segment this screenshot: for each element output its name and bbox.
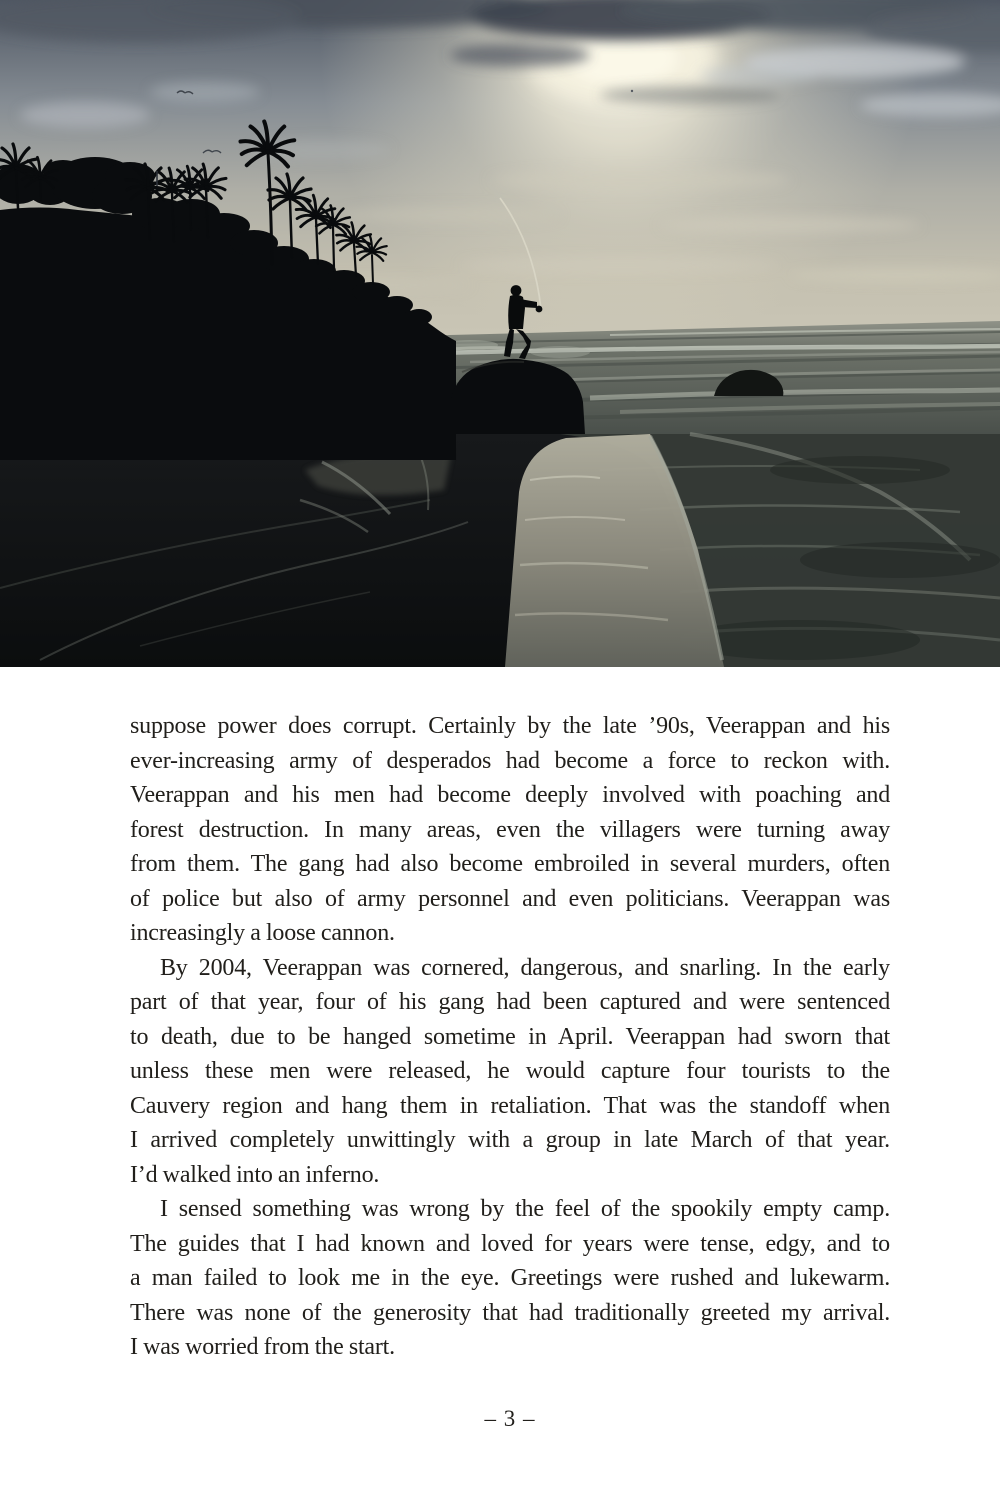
fishing-reel [536,306,543,313]
text-line: Veerappan and his men had become deeply involved with poaching and [130,782,890,808]
fisherman-head [511,285,522,296]
text-line: I arrived completely unwittingly with a group in late March of that year. [130,1127,890,1153]
bird-icon [631,90,633,92]
text-line: suppose power does corrupt. Certainly by the late ’90s, Veerappan and his [130,713,890,739]
text-line: forest destruction. In many areas, even the villagers were turning away [130,816,890,843]
text-line: There was none of the generosity that had traditionally greeted my arrival. [130,1299,890,1326]
text-line: I sensed something was wrong by the feel of the spookily empty camp. [160,1196,890,1222]
paragraph [130,1192,890,1365]
text-line: I was worried from the start. [130,1334,395,1360]
photo-canvas [0,0,1000,667]
paragraph [130,951,890,1193]
page-text [130,709,890,1365]
text-line: part of that year, four of his gang had been captured and were sentenced [130,989,890,1015]
text-line: Cauvery region and hang them in retaliation. That was the standoff when [130,1092,890,1119]
text-line: By 2004, Veerappan was cornered, dangerous, and snarling. In the early [160,954,890,981]
text-line: increasingly a loose cannon. [130,920,395,946]
photograph [0,0,1000,667]
text-line: of police but also of army personnel and even politicians. Veerappan was [130,885,890,912]
text-line: a man failed to look me in the eye. Greetings were rushed and lukewarm. [130,1265,890,1291]
text-line: from them. The gang had also become embroiled in several murders, often [130,851,890,877]
paragraph [130,709,890,951]
text-line: ever-increasing army of desperados had become a force to reckon with. [130,747,890,774]
text-line: I’d walked into an inferno. [130,1161,380,1188]
page-number: – 3 – [484,1406,536,1431]
text-line: The guides that I had known and loved for years were tense, edgy, and to [130,1230,890,1257]
text-line: to death, due to be hanged sometime in April. Veerappan had sworn that [130,1023,890,1050]
text-line: unless these men were released, he would capture four tourists to the [130,1058,890,1084]
